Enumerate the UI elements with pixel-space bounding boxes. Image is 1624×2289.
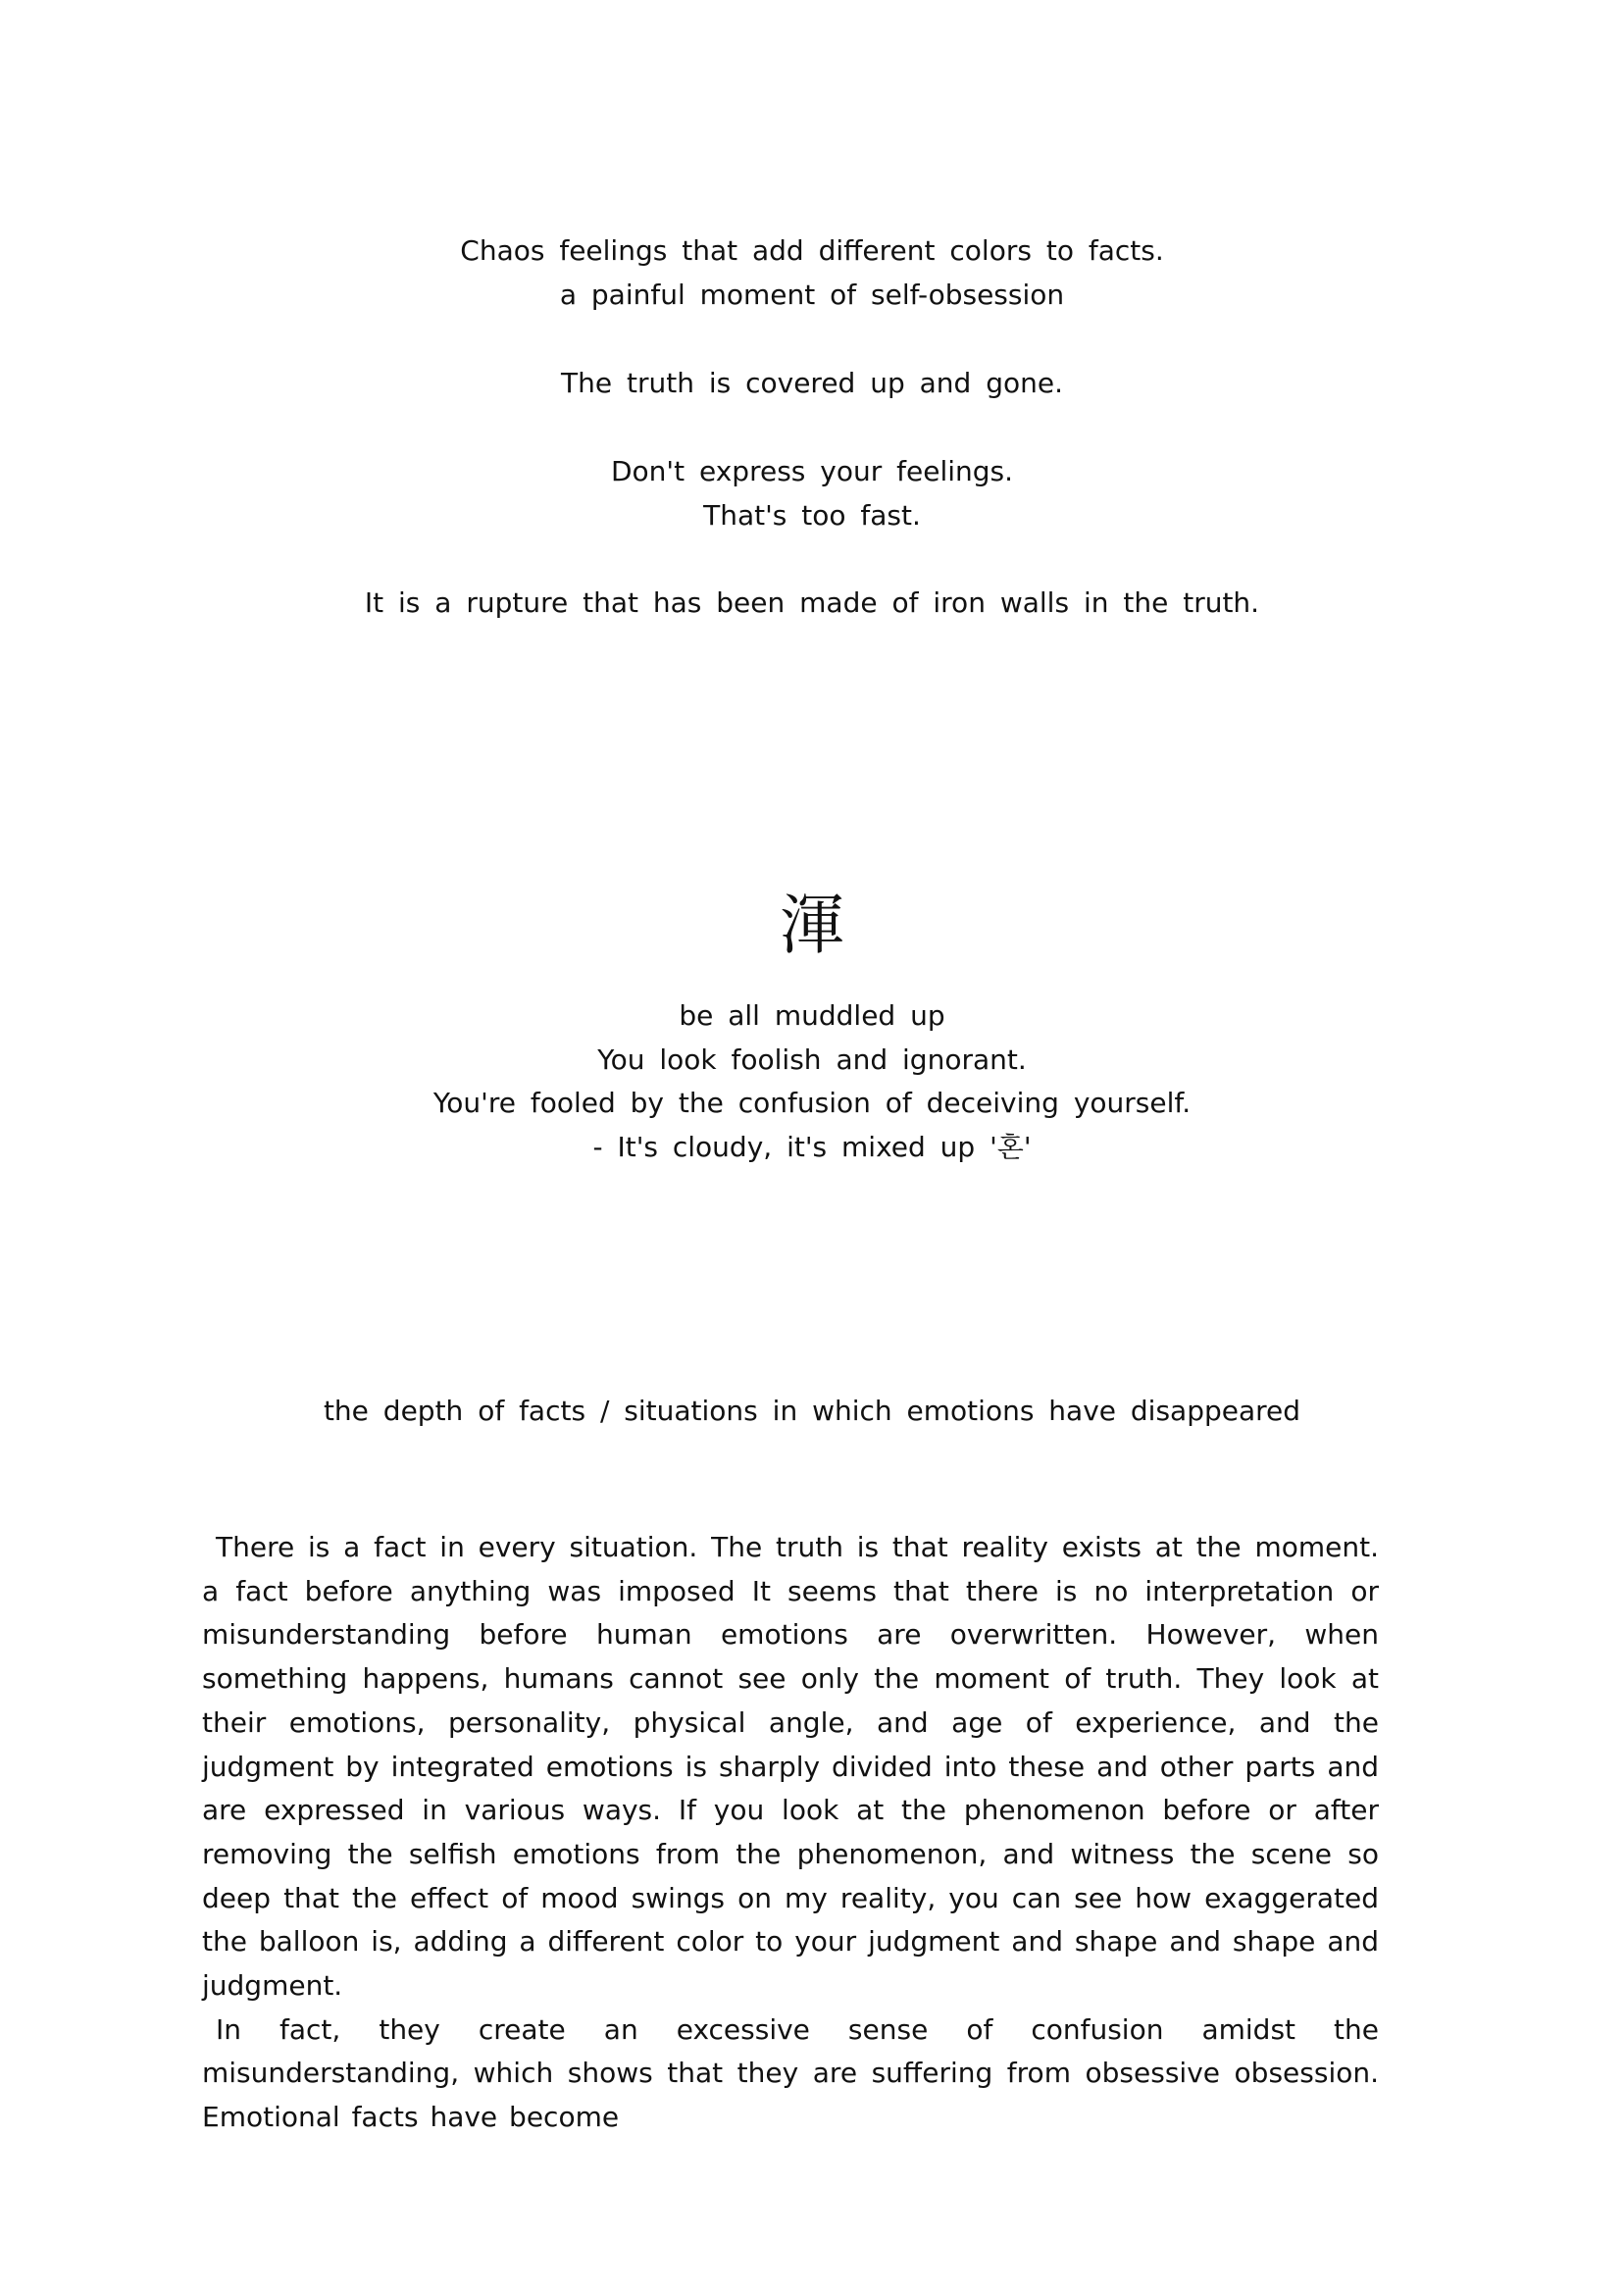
body-paragraph-1: There is a fact in every situation. The truth is that reality exists at the moment. a fact before anything was imposed It seems that there is no interpretation or misunderstanding before human emotions are overwritten. However, when something happens, humans cannot see only the moment of truth. They look at their emotions, personality, physical angle, and age of experience, and the judgment by integrated emotions is sharply divided into these and other parts and are expressed in various ways. If you look at the phenomenon before or after removing the selfish emotions from the phenomenon, and witness the scene so deep that the effect of mood swings on my reality, you can see how exaggerated the balloon is, adding a different color to your judgment and shape and shape and judgment. — [202, 1531, 1379, 2003]
body-text — [202, 1526, 1379, 2140]
definition-line-1: be all muddled up — [679, 999, 945, 1032]
stanza-line-6: It is a rupture that has been made of iron walls in the truth. — [364, 586, 1260, 619]
stanza-line-1: Chaos feelings that add different colors to facts. — [460, 234, 1164, 267]
definition-line-2: You look foolish and ignorant. — [597, 1043, 1027, 1076]
definition-line-3: You're fooled by the confusion of deceiving yourself. — [432, 1087, 1192, 1119]
body-paragraph-2: In fact, they create an excessive sense of confusion amidst the misunderstanding, which shows that they are suffering from obsessive obsession. Emotional facts have become — [202, 2012, 1379, 2134]
stanza-line-2: a painful moment of self-obsession — [559, 279, 1065, 311]
hanja-character: 渾 — [780, 888, 844, 963]
stanza-line-5: That's too fast. — [703, 499, 921, 532]
definition-line-4: - It's cloudy, it's mixed up '혼' — [592, 1131, 1032, 1163]
section-subtitle: the depth of facts / situations in which emotions have disappeared — [323, 1395, 1301, 1427]
stanza-line-3: The truth is covered up and gone. — [561, 367, 1063, 399]
stanza-line-4: Don't express your feelings. — [610, 455, 1014, 487]
